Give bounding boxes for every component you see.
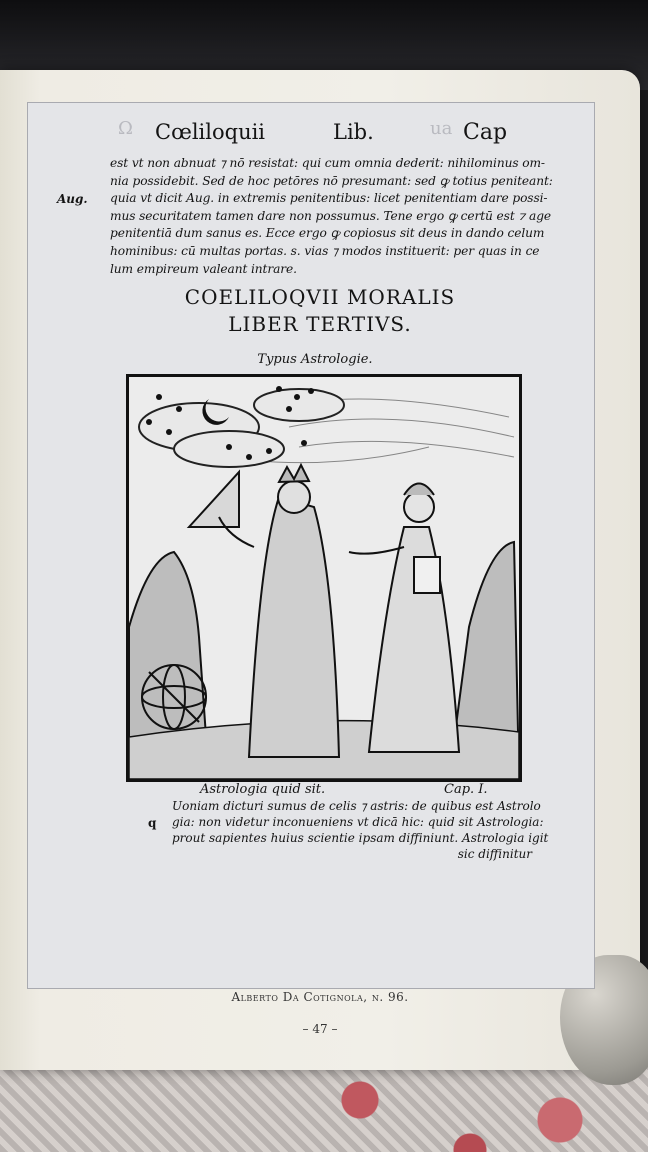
running-head-lib: Lib. xyxy=(333,120,374,144)
ghost-glyph: ua xyxy=(430,118,453,139)
text-line: sic diffinitur xyxy=(457,847,532,861)
body-text xyxy=(110,155,570,278)
text-line: penitentiā dum sanus es. Ecce ergo ꝙ copiosus sit deus in dando celum xyxy=(110,226,545,241)
chapter-title-line2: LIBER TERTIVS. xyxy=(228,312,412,336)
text-line: Uoniam dicturi sumus de celis ⁊ astris: de quibus est Astrolo xyxy=(172,799,541,813)
text-line: quia vt dicit Aug. in extremis penitentibus: licet penitentiam dare possi‑ xyxy=(110,191,548,206)
ghost-glyph: Ω xyxy=(118,118,133,139)
caption-title: Astrologia quid sit. xyxy=(200,782,326,797)
signature-mark: q xyxy=(148,816,157,830)
woodcut-drawing xyxy=(129,377,519,779)
lower-text xyxy=(172,798,552,862)
image-credit: Alberto Da Cotignola, n. 96. xyxy=(231,990,409,1004)
text-line: est vt non abnuat ⁊ nō resistat: qui cum omnia dederit: nihilominus om‑ xyxy=(110,156,545,170)
text-line: prout sapientes huius scientie ipsam diffiniunt. Astrologia igit xyxy=(172,831,549,845)
text-line: hominibus: cū multas portas. s. vias ⁊ modos instituerit: per quas in ce xyxy=(110,243,540,258)
text-line: nia possidebit. Sed de hoc petōres nō presumant: sed ꝙ totius peniteant: xyxy=(110,173,553,188)
text-line: gia: non videtur inconueniens vt dicā hic: quid sit Astrologia: xyxy=(172,815,544,829)
page-number: – 47 – xyxy=(302,1022,338,1036)
running-head-cap: Cap xyxy=(463,120,508,145)
text-line: mus securitatem tamen dare non possumus. Tene ergo ꝙ certū est ⁊ age xyxy=(110,208,552,223)
woodcut-title: Typus Astrologie. xyxy=(257,352,373,367)
woodcut-illustration xyxy=(126,374,522,782)
margin-note: Aug. xyxy=(57,192,88,206)
text-line: lum empireum valeant intrare. xyxy=(110,261,297,276)
chapter-title-line1: COELILOQVII MORALIS xyxy=(184,285,456,309)
running-head-title: Cœliloquii xyxy=(155,120,266,144)
caption-chapter: Cap. I. xyxy=(444,782,488,797)
